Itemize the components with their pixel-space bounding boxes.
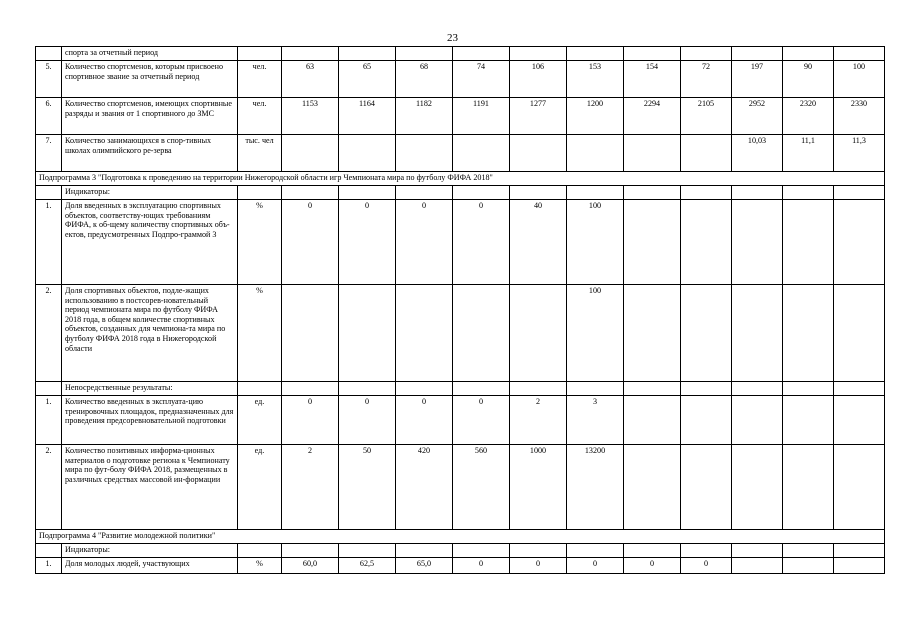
value-cell: 1000 [510,445,567,530]
value-cell [453,186,510,200]
row-number: 7. [36,135,62,172]
value-cell [282,382,339,396]
value-cell [732,558,783,574]
value-cell: 420 [396,445,453,530]
unit-cell: % [238,200,282,285]
row-number: 6. [36,98,62,135]
table-row [36,396,885,445]
row-number [36,382,62,396]
value-cell [834,382,885,396]
value-cell: 13200 [567,445,624,530]
unit-cell [238,186,282,200]
value-cell [834,396,885,445]
indicator-label: Индикаторы: [62,544,238,558]
table-row [36,445,885,530]
row-number: 2. [36,285,62,382]
value-cell: 106 [510,61,567,98]
value-cell [732,47,783,61]
value-cell [783,558,834,574]
value-cell [732,544,783,558]
value-cell: 2 [510,396,567,445]
value-cell: 0 [510,558,567,574]
section-row [36,172,885,186]
value-cell: 63 [282,61,339,98]
value-cell: 11,1 [783,135,834,172]
value-cell [567,47,624,61]
value-cell [681,200,732,285]
unit-cell: ед. [238,396,282,445]
value-cell: 0 [624,558,681,574]
value-cell [681,186,732,200]
value-cell: 2294 [624,98,681,135]
value-cell [510,544,567,558]
unit-cell: чел. [238,98,282,135]
value-cell: 60,0 [282,558,339,574]
row-number [36,47,62,61]
table-row [36,544,885,558]
value-cell [732,445,783,530]
unit-cell [238,47,282,61]
value-cell: 2105 [681,98,732,135]
table-row [36,47,885,61]
value-cell [282,47,339,61]
value-cell [783,200,834,285]
value-cell [624,186,681,200]
value-cell: 65 [339,61,396,98]
value-cell: 10,03 [732,135,783,172]
value-cell [624,544,681,558]
indicator-label: Количество спортсменов, которым присвоено спортивное звание за отчетный период [62,61,238,98]
value-cell: 0 [453,558,510,574]
row-number: 1. [36,396,62,445]
row-number: 1. [36,558,62,574]
indicator-label: Количество введенных в эксплуата-цию тренировочных площадок, предназначенных для проведения предсоревновательной подготовки [62,396,238,445]
value-cell [282,135,339,172]
value-cell: 2320 [783,98,834,135]
value-cell [396,47,453,61]
value-cell [624,47,681,61]
row-number: 2. [36,445,62,530]
value-cell [732,285,783,382]
value-cell [783,382,834,396]
value-cell: 65,0 [396,558,453,574]
indicator-label: Доля спортивных объектов, подле-жащих использованию в постсорев-новательный период чемпионата мира по футболу ФИФА 2018 года, в общем количестве спортивных объектов, созданных для чемпиона-та мира по футболу ФИФА 2018 года в Нижегородской области [62,285,238,382]
value-cell [624,135,681,172]
value-cell [396,544,453,558]
value-cell [510,285,567,382]
value-cell [681,544,732,558]
value-cell [567,135,624,172]
value-cell: 0 [453,200,510,285]
value-cell [396,186,453,200]
value-cell [339,135,396,172]
value-cell [453,135,510,172]
value-cell: 40 [510,200,567,285]
value-cell [783,186,834,200]
value-cell [834,544,885,558]
value-cell: 2952 [732,98,783,135]
value-cell: 0 [453,396,510,445]
value-cell: 0 [282,396,339,445]
indicator-label: Доля введенных в эксплуатацию спортивных объектов, соответству-ющих требованиям ФИФА, к об-щему количеству спортивных объ-ектов, предусмотренных Подпро-граммой 3 [62,200,238,285]
value-cell [783,47,834,61]
section-title: Подпрограмма 4 "Развитие молодежной политики" [36,530,885,544]
row-number: 1. [36,200,62,285]
value-cell [783,544,834,558]
value-cell [339,285,396,382]
value-cell [510,382,567,396]
table-row [36,186,885,200]
value-cell: 100 [567,200,624,285]
value-cell [510,186,567,200]
value-cell: 0 [681,558,732,574]
value-cell [681,285,732,382]
value-cell [834,558,885,574]
value-cell: 90 [783,61,834,98]
table-row [36,285,885,382]
value-cell: 100 [834,61,885,98]
value-cell: 0 [282,200,339,285]
indicator-label: Непосредственные результаты: [62,382,238,396]
value-cell [453,544,510,558]
value-cell [624,200,681,285]
value-cell [282,285,339,382]
value-cell [510,47,567,61]
page-number: 23 [447,32,458,44]
value-cell: 0 [567,558,624,574]
value-cell [339,186,396,200]
value-cell [396,382,453,396]
value-cell [567,186,624,200]
value-cell: 1182 [396,98,453,135]
value-cell: 62,5 [339,558,396,574]
unit-cell [238,382,282,396]
value-cell [732,200,783,285]
table-row [36,382,885,396]
indicator-label: Доля молодых людей, участвующих [62,558,238,574]
indicator-label: Количество позитивных информа-ционных материалов о подготовке региона к Чемпионату мира по фут-болу ФИФА 2018, размещенных в различных средствах массовой ин-формации [62,445,238,530]
value-cell [624,285,681,382]
unit-cell: чел. [238,61,282,98]
table-row [36,558,885,574]
unit-cell [238,544,282,558]
section-title: Подпрограмма 3 "Подготовка к проведению на территории Нижегородской области игр Чемпионата мира по футболу ФИФА 2018" [36,172,885,186]
value-cell [282,544,339,558]
value-cell [567,544,624,558]
value-cell [834,200,885,285]
value-cell: 0 [396,200,453,285]
value-cell [783,445,834,530]
section-row [36,530,885,544]
value-cell [681,396,732,445]
value-cell [681,47,732,61]
unit-cell: % [238,285,282,382]
value-cell: 1164 [339,98,396,135]
value-cell [339,382,396,396]
table-row [36,135,885,172]
indicator-label: Количество занимающихся в спор-тивных школах олимпийского ре-зерва [62,135,238,172]
value-cell: 72 [681,61,732,98]
unit-cell: тыс. чел [238,135,282,172]
value-cell: 68 [396,61,453,98]
value-cell [834,47,885,61]
unit-cell: ед. [238,445,282,530]
value-cell: 0 [396,396,453,445]
value-cell [567,382,624,396]
row-number: 5. [36,61,62,98]
value-cell [783,396,834,445]
value-cell [339,47,396,61]
value-cell: 153 [567,61,624,98]
value-cell: 154 [624,61,681,98]
value-cell [396,285,453,382]
value-cell [453,382,510,396]
value-cell [624,445,681,530]
value-cell [453,285,510,382]
value-cell: 3 [567,396,624,445]
indicators-table [35,46,885,574]
value-cell: 560 [453,445,510,530]
value-cell [624,382,681,396]
value-cell [681,135,732,172]
indicator-label: Количество спортсменов, имеющих спортивные разряды и звания от 1 спортивного до ЗМС [62,98,238,135]
indicator-label: Индикаторы: [62,186,238,200]
value-cell [834,186,885,200]
value-cell [783,285,834,382]
value-cell: 0 [339,200,396,285]
value-cell: 197 [732,61,783,98]
value-cell [339,544,396,558]
value-cell: 0 [339,396,396,445]
table-row [36,200,885,285]
value-cell: 74 [453,61,510,98]
value-cell [396,135,453,172]
value-cell: 1153 [282,98,339,135]
value-cell: 1277 [510,98,567,135]
value-cell [453,47,510,61]
value-cell [681,382,732,396]
table-row [36,61,885,98]
table-row [36,98,885,135]
value-cell [624,396,681,445]
row-number [36,544,62,558]
value-cell: 50 [339,445,396,530]
unit-cell: % [238,558,282,574]
value-cell [282,186,339,200]
value-cell [834,445,885,530]
value-cell: 100 [567,285,624,382]
value-cell: 11,3 [834,135,885,172]
value-cell [732,396,783,445]
value-cell [681,445,732,530]
value-cell [834,285,885,382]
value-cell [732,382,783,396]
row-number [36,186,62,200]
value-cell: 2330 [834,98,885,135]
value-cell [732,186,783,200]
indicator-label: спорта за отчетный период [62,47,238,61]
value-cell [510,135,567,172]
value-cell: 1200 [567,98,624,135]
value-cell: 1191 [453,98,510,135]
table-body [36,47,885,574]
value-cell: 2 [282,445,339,530]
